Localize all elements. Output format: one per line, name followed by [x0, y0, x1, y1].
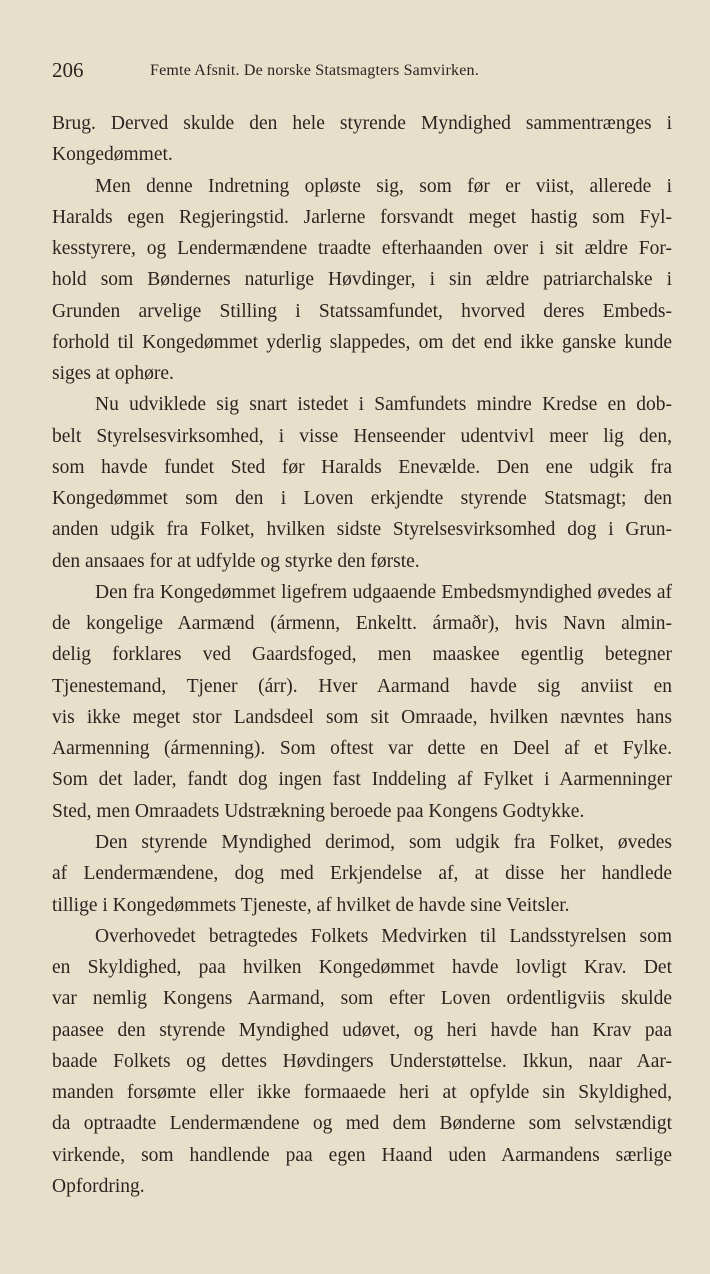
text-line: Brug. Derved skulde den hele styrende Myndighed sammentrænges i: [52, 113, 672, 134]
text-line: virkende, som handlende paa egen Haand uden Aarmandens særlige: [52, 1144, 672, 1166]
text-line: da optraadte Lendermændene og med dem Bønderne som selvstændigt: [52, 1113, 672, 1135]
text-line: Grunden arvelige Stilling i Statssamfundet, hvorved deres Embeds-: [52, 300, 672, 322]
text-line: som havde fundet Sted før Haralds Enevælde. Den ene udgik fra: [52, 456, 672, 478]
text-line: Aarmenning (ármenning). Som oftest var dette en Deel af et Fylke.: [52, 738, 672, 760]
text-line: forhold til Kongedømmet yderlig slappedes, om det end ikke ganske kunde: [52, 331, 672, 353]
running-head: Femte Afsnit. De norske Statsmagters Samvirken.: [150, 62, 479, 79]
text-line: af Lendermændene, dog med Erkjendelse af, at disse her handlede: [52, 863, 672, 885]
text-line: Sted, men Omraadets Udstrækning beroede paa Kongens Godtykke.: [52, 800, 585, 822]
text-line: Den styrende Myndighed derimod, som udgik fra Folket, øvedes: [95, 831, 672, 853]
text-line: var nemlig Kongens Aarmand, som efter Loven ordentligviis skulde: [52, 988, 672, 1010]
page-number: 206: [52, 58, 84, 82]
text-line: Som det lader, fandt dog ingen fast Inddeling af Fylket i Aarmenninger: [52, 769, 672, 791]
text-line: kesstyrere, og Lendermændene traadte efterhaanden over i sit ældre For-: [52, 238, 672, 260]
text-line: en Skyldighed, paa hvilken Kongedømmet havde lovligt Krav. Det: [52, 957, 672, 979]
text-line: Men denne Indretning opløste sig, som før er viist, allerede i: [95, 175, 672, 197]
text-line: Haralds egen Regjeringstid. Jarlerne forsvandt meget hastig som Fyl-: [52, 206, 672, 228]
text-line: Kongedømmet.: [52, 144, 173, 166]
text-line: Opfordring.: [52, 1175, 145, 1197]
text-line: de kongelige Aarmænd (ármenn, Enkeltt. ármaðr), hvis Navn almin-: [52, 613, 672, 635]
text-line: den ansaaes for at udfylde og styrke den første.: [52, 550, 420, 572]
text-line: Den fra Kongedømmet ligefrem udgaaende Embedsmyndighed øvedes af: [95, 581, 672, 603]
text-line: anden udgik fra Folket, hvilken sidste Styrelsesvirksomhed dog i Grun-: [52, 519, 672, 541]
text-line: belt Styrelsesvirksomhed, i visse Henseender udentvivl meer lig den,: [52, 425, 672, 447]
text-line: Kongedømmet som den i Loven erkjendte styrende Statsmagt; den: [52, 488, 672, 510]
text-line: delig forklares ved Gaardsfoged, men maaskee egentlig betegner: [52, 644, 672, 666]
text-line: hold som Bøndernes naturlige Høvdinger, i sin ældre patriarchalske i: [52, 269, 672, 291]
text-line: siges at ophøre.: [52, 363, 174, 385]
text-line: vis ikke meget stor Landsdeel som sit Omraade, hvilken nævntes hans: [52, 706, 672, 728]
text-line: tillige i Kongedømmets Tjeneste, af hvilket de havde sine Veitsler.: [52, 894, 570, 916]
text-line: Nu udviklede sig snart istedet i Samfundets mindre Kredse en dob-: [95, 394, 672, 416]
text-line: baade Folkets og dettes Høvdingers Understøttelse. Ikkun, naar Aar-: [52, 1050, 672, 1072]
text-line: paasee den styrende Myndighed udøvet, og heri havde han Krav paa: [52, 1019, 672, 1041]
text-line: manden forsømte eller ikke formaaede heri at opfylde sin Skyldighed,: [52, 1082, 672, 1104]
text-line: Tjenestemand, Tjener (árr). Hver Aarmand havde sig anviist en: [52, 675, 672, 697]
text-line: Overhovedet betragtedes Folkets Medvirken til Landsstyrelsen som: [95, 925, 672, 947]
